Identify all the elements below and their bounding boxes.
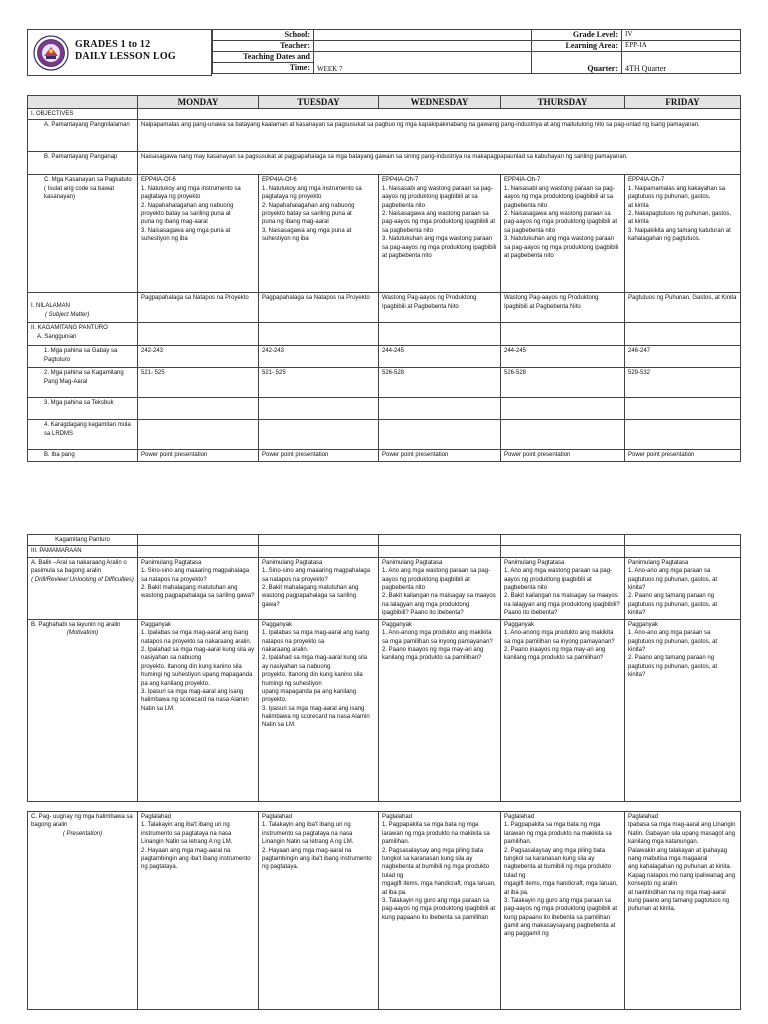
balik-wednesday: Panimulang Pagtatasa 1. Ano ang mga wastong paraan sa pag-aayos ng produktong ipagbibili at pagbebenta nito 2. Bakit kailangan na maisagay sa maayos na lalagyan ang mga produktong ipagbibili? Paano ito ibebenta? [379,557,501,619]
nilalaman-thursday: Wastong Pag-aayos ng Produktong Ipagbibili at Pagbebenta Nito [501,293,625,323]
pamantayang-pangnilalaman-text: Naipapamalas ang pang-unawa sa batayang kaalaman at kasanayan sa pagsusukat sa pagbuo ng mga kapakipakinabang na gawaing pang-industriya at ang maitutulong nito sa pag-unlad ng isang pamayanan. [138,120,741,152]
teacher-label: Teacher: [213,41,314,52]
iba-wednesday: Power point presentation [379,450,501,461]
paghahabi-monday: Pagganyak 1. Ipalabas sa mga mag-aaral ang isang natapos na proyekto sa nakaraang aralin. 2. Ipalahad sa mga mag-aaral kung sila ay nasiyahan sa nabuong proyekto. Itanong din kung kanino sila humingi ng suhestiyon upang mapaganda pa ang kanilang proyekto. 3. Ipasuri sa mga mag-aaral ang isang halimbawa ng scorecard na nasa Alamin Natin sa LM. [138,619,259,801]
nilalaman-label: I. NILALAMAN [31,303,71,310]
paghahabi-sub: (Motivation) [66,630,99,637]
gabay-friday: 246-247 [625,346,741,368]
paghahabi-label: B. Paghahabi sa layunin ng aralin [31,621,121,628]
lesson-log-table-page3 [27,811,741,1010]
balik-friday: Panimulang Pagtatasa 1. Ano-ano ang mga paraan sa pagtutuos ng puhunan, gastos, at kinita? 2. Paano ang tamang paraan ng pagtutuos ng puhunan, gastos, at kinita? [625,557,741,619]
iba-pang-label: B. Iba pang [28,450,138,461]
nilalaman-tuesday: Pagpapahalaga sa Natapos na Proyekto [259,293,379,323]
kagamitan-label: II. KAGAMITANG PANTURO [31,325,108,332]
learning-area-label: Learning Area: [532,41,622,52]
pag-uugnay-wednesday: Paglalahad 1. Pagpapakita sa mga bata ng mga larawan ng mga produkto na makikita sa pamilihan. 2. Pagsasalaysay ang mga piling bata tungkol sa karanasan kung sila ay nagbebenta at bumibili ng mga produkto tulad ng mgagift items, mga handicraft, mga laruan, at iba pa. 3. Talakayin ng guro ang mga paraan sa pag-aayos ng mga produktong ipagbibili at kung papaano ito ibebenta sa pamilihan [379,812,501,1010]
day-wednesday: WEDNESDAY [379,96,501,109]
logo-cell [27,29,212,76]
paghahabi-wednesday: Pagganyak 1. Ano-anong mga produkto ang makikita sa mga pamilihan sa inyong pamayanan? 2. Paano inaayos ng mga may-ari ang kanilang mga produkto sa pamilihan? [379,619,501,801]
balik-monday: Panimulang Pagtatasa 1. Sino-sino ang maaaring magpahalaga sa natapos na proyekto? 2. Bakit mahalagang matutuhan ang wastong pagpapahalaga sa sariling gawa? [138,557,259,619]
kasanayan-tuesday: EPP4IA-Of-6 1. Natutukoy ang mga instrumento sa pagtataya ng proyekto 2. Napahahalagahan ang nabuong proyekto batay sa sariling puna at puna ng ibang mag-aaral 3. Naisasagawa ang mga puna at suhestiyon ng iba [259,175,379,293]
kasanayan-wednesday: EPP4IA-Oh-7 1. Naisasabi ang wastong paraan sa pag-aayos ng produktong ipagbibili at sa pagbebenta nito 2. Naisasagawa ang wastong paraan sa pag-aayos ng mga produktong ipagbibili at sa pagbebenta nito 3. Natutukuhan ang mga wastong paraan sa pag-aayos ng mga produktong ipagbibili at pagbebenta nito [379,175,501,293]
lesson-log-table-page1 [27,95,741,462]
karagdagang-kagamitan-label: 4. Karagdagang kagamitan mula sa LRDMS [28,420,138,450]
form-title-line2: DAILY LESSON LOG [75,50,176,62]
deped-seal-icon [33,35,69,71]
pag-uugnay-friday: Paglalahad Ipabasa sa mga mag-aaral ang Linangin Natin. Gabayan sila upang masagot ang kanilang mga katanungan. Palawakin ang talakayan at ipahayag nang mabutisa mga magaaral ang kahalagahan ng puhunan at kinita. Kapag natapos mo nang ipaliwanag ang konsepto ng aralin at naintindihan na ng mga mag-aaral kung paano ang tamang pagtutuos ng puhunan at kinita, [625,812,741,1010]
kagamitang-panturo-label: Kagamitang Panturo [28,535,138,546]
iba-tuesday: Power point presentation [259,450,379,461]
balik-tuesday: Panimulang Pagtatasa 1. Sino-sino ang maaaring magpahalaga sa natapos na proyekto? 2. Bakit mahalagang matutuhan ang wastong pagpapahalaga sa sariling gawa? [259,557,379,619]
kasanayan-monday: EPP4IA-Of-6 1. Natutukoy ang mga instrumento sa pagtataya ng proyekto 2. Napahahalagahan ang nabuong proyekto batay sa sariling puna at puna ng ibang mag-aaral 3. Naisasagawa ang mga puna at suhestiyon ng iba [138,175,259,293]
form-title-line1: GRADES 1 to 12 [75,39,151,50]
header-info-table [212,29,741,74]
grade-level-label: Grade Level: [532,30,622,41]
kagamitang-pang-mag-aaral-label: 2. Mga pahina sa Kagamitang Pang Mag-Aaral [28,368,138,398]
pag-uugnay-sub: ( Presentation) [62,830,103,837]
iba-friday: Power point presentation [625,450,741,461]
lm-pages-thursday: 526-528 [501,368,625,398]
school-value[interactable] [314,30,532,41]
day-tuesday: TUESDAY [259,96,379,109]
teacher-value[interactable] [314,41,532,52]
kasanayan-label: C. Mga Kasanayan sa Pagkatuto [44,177,132,184]
iba-thursday: Power point presentation [501,450,625,461]
blank-header [28,96,138,109]
kasanayan-friday: EPP4IA-Oh-7 1. Naipamamalas ang kakayahan sa pagtutuos ng puhunan, gastos, at kinita 2. Nakapagtutuos ng puhunan, gastos, at kinita 3. Naipakikita ang tamang katuturan at kahalagahan ng pagtutuos. [625,175,741,293]
pag-uugnay-label: C. Pag- uugnay ng mga halimbawa sa bagong aralin [31,814,133,829]
pag-uugnay-tuesday: Paglalahad 1. Talakayin ang iba't ibang uri ng instrumento sa pagtataya na nasa Linangin Natin sa letrang A ng LM. 2. Hayaan ang mga mag-aaral na pagtambingin ang iba't ibang instrumento ng pagtataya. [259,812,379,1010]
gabay-label: 1. Mga pahina sa Gabay sa Pagtuturo [28,346,138,368]
lm-pages-tuesday: 521- 525 [259,368,379,398]
pamantayang-pangnilalaman-label: A. Pamantayang Pangnilalaman [28,120,138,152]
lm-pages-friday: 529-532 [625,368,741,398]
pag-uugnay-thursday: Paglalahad 1. Pagpapakita sa mga bata ng mga larawan ng mga produkto na makikita sa pamilihan. 2. Pagsasalaysay ang mga piling bata tungkol sa karanasan kung sila ay nagbebenta at bumibili ng mga produkto tulad ng mgagift items, mga handicraft, mga laruan, at iba pa. 3. Talakayin ng guro ang mga paraan sa pag-aayos ng mga produktong ipagbibili at kung papaano ito ibebenta sa pamilihan gamit ang makasaysayang pagbebenta at ang paggamit ng [501,812,625,1010]
kasanayan-sub: ( Isulat ang code sa bawat kasanayan) [44,185,115,201]
grade-level-value[interactable]: IV [622,30,741,41]
school-label: School: [213,30,314,41]
paghahabi-tuesday: Pagganyak 1. Ipalabas sa mga mag-aaral ang isang natapos na proyekto sa nakaraang aralin. 2. Ipalahad sa mga mag-aaral kung sila ay nasiyahan sa nabuong proyekto. Itanong din kung kanino sila humingi ng suhestiyon upang mapaganda pa ang kanilang proyekto. 3. Ipasuri sa mga mag-aaral ang isang halimbawa ng scorecard na nasa Alamin Natin sa LM. [259,619,379,801]
pag-uugnay-monday: Paglalahad 1. Talakayin ang iba't ibang uri ng instrumento sa pagtataya na nasa Linangin Natin sa letrang A ng LM. 2. Hayaan ang mga mag-aaral na pagtambingin ang iba't ibang instrumento ng pagtataya. [138,812,259,1010]
balik-aral-sub: ( Drill/Review/ Unlocking of Difficulties) [31,576,134,583]
quarter-value[interactable]: 4TH Quarter [622,52,741,74]
quarter-label: Quarter: [532,52,622,74]
iba-monday: Power point presentation [138,450,259,461]
gabay-wednesday: 244-245 [379,346,501,368]
time-label: Time: [213,63,314,74]
day-monday: MONDAY [138,96,259,109]
paghahabi-thursday: Pagganyak 1. Ano-anong mga produkto ang makikita sa mga pamilihan sa inyong pamayanan? 2. Paano inaayos ng mga may-ari ang kanilang mga produkto sa pamilihan? [501,619,625,801]
nilalaman-monday: Pagpapahalaga sa Natapos na Proyekto [138,293,259,323]
teaching-dates-label: Teaching Dates and [213,52,314,63]
lm-pages-wednesday: 526-528 [379,368,501,398]
pamamaraan-label: III. PAMAMARAAN [28,546,138,557]
nilalaman-friday: Pagtutuos ng Puhunan, Gastos, at Kinita [625,293,741,323]
sanggunian-label: A. Sanggunian [37,333,77,340]
nilalaman-sub: ( Subject Matter) [45,311,90,318]
day-thursday: THURSDAY [501,96,625,109]
teksbuk-label: 3. Mga pahina sa Teksbuk [28,398,138,420]
pamantayang-panganap-label: B. Pamantayang Panganap [28,152,138,175]
lm-pages-monday: 521- 525 [138,368,259,398]
gabay-monday: 242-243 [138,346,259,368]
balik-aral-label: A. Balik –Aral sa nakaraang Aralin o pasimula sa bagong aralin [31,559,127,575]
pamantayang-panganap-text: Naisasagawa nang may kasanayan sa pagsusukat at pagpapahalaga sa mga batayang gawain sa sining pang-industriya na makapagpapaunlad sa kabuhayan ng sariling pamayanan. [138,152,741,175]
balik-thursday: Panimulang Pagtatasa 1. Ano ang mga wastong paraan sa pag-aayos ng produktong ipagbibili at pagbebenta nito 2. Bakit kailangan na maisagay sa maayos na lalagyan ang mga produktong ipagbibili? Paano ito ibebenta? [501,557,625,619]
teaching-dates-value[interactable]: WEEK 7 [314,52,532,74]
kasanayan-thursday: EPP4IA-Oh-7 1. Naisasabi ang wastong paraan sa pag-aayos ng mga produktong ipagbibili at sa pagbebenta nito 2. Naisasagawa ang wastong paraan sa pag-aayos ng mga produktong ipagbibili at sa pagbebenta nito 3. Natutukuhan ang mga wastong paraan sa pag-aayos ng mga produktong ipagbibili at pagbebenta nito [501,175,625,293]
learning-area-value[interactable]: EPP-IA [622,41,741,52]
objectives-heading: I. OBJECTIVES [28,109,138,120]
gabay-thursday: 244-245 [501,346,625,368]
gabay-tuesday: 242-243 [259,346,379,368]
lesson-log-table-page2 [27,534,741,802]
paghahabi-friday: Pagganyak 1. Ano-ano ang mga paraan sa pagtutuos ng puhunan, gastos, at kinita? 2. Paano ang tamang paraan ng pagtutuos ng puhunan, gastos, at kinita? [625,619,741,801]
day-friday: FRIDAY [625,96,741,109]
nilalaman-wednesday: Wastong Pag-aayos ng Produktong Ipagbibili at Pagbebenta Nito [379,293,501,323]
